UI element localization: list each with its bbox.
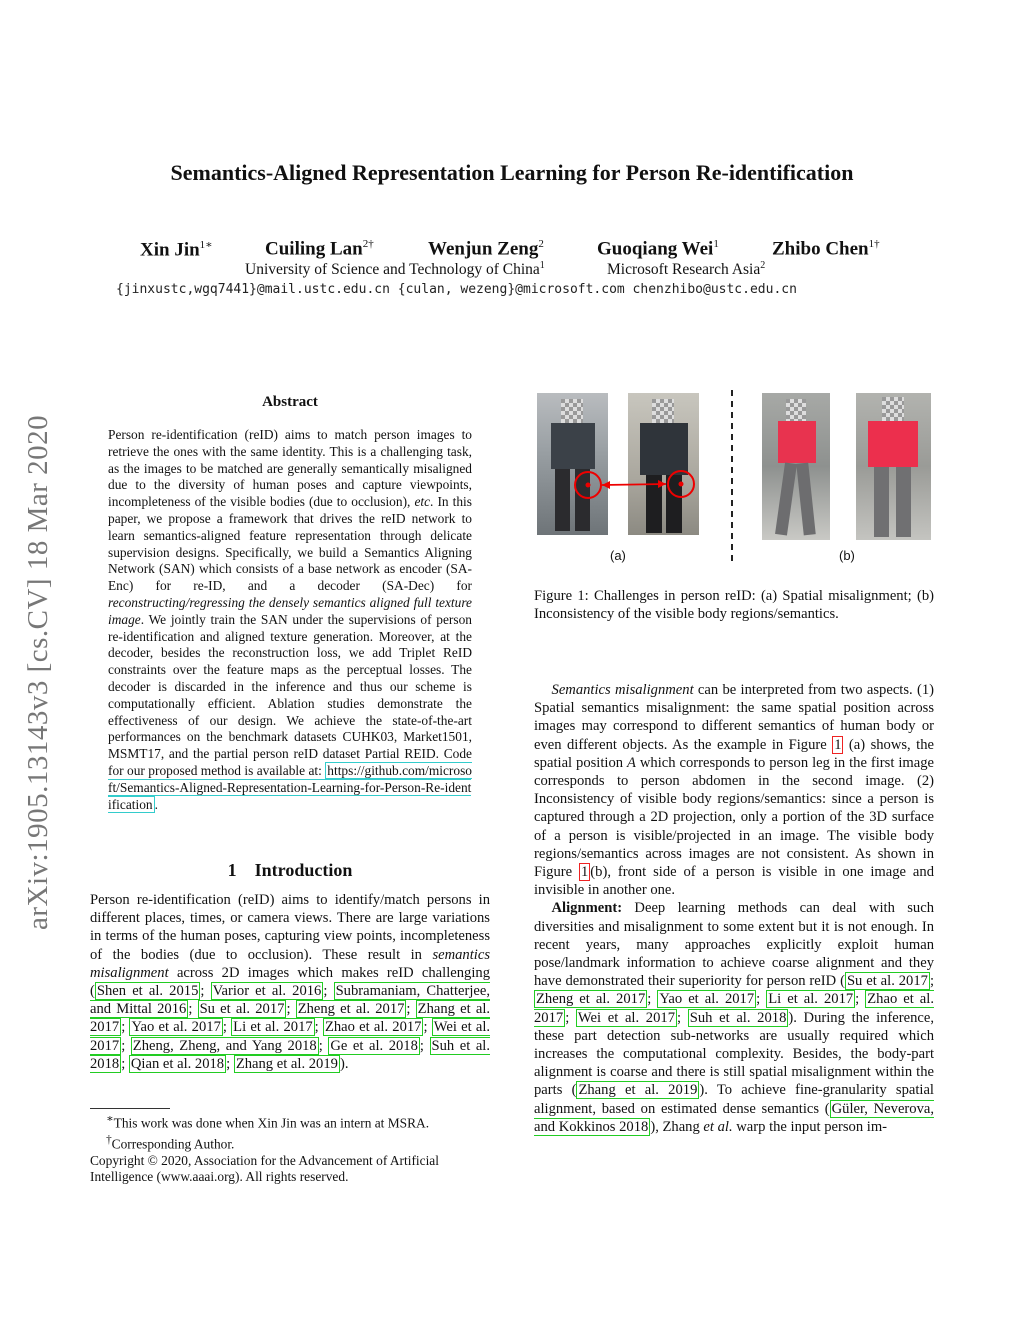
citation[interactable]: Varior et al. 2016 xyxy=(212,983,322,1000)
citation[interactable]: Ge et al. 2018 xyxy=(330,1037,418,1054)
citation[interactable]: Zheng, Zheng, and Yang 2018 xyxy=(132,1037,317,1054)
figure-1 xyxy=(534,390,934,570)
citation[interactable]: Güler, Neverova, and Kokkinos 2018 xyxy=(534,1100,935,1135)
copyright-notice: Copyright © 2020, Association for the Advancement of Artificial Intelligence (www.aaai.org). All rights reserved. xyxy=(90,1152,439,1185)
arxiv-sidebar-id: arXiv:1905.13143v3 [cs.CV] 18 Mar 2020 xyxy=(22,414,54,930)
citation[interactable]: Zhang et al. 2019 xyxy=(235,1055,338,1072)
citation[interactable]: Zhao et al. 2017 xyxy=(534,991,934,1026)
citation[interactable]: Zhang et al. 2017 xyxy=(90,1001,491,1036)
abstract-heading: Abstract xyxy=(262,394,318,410)
figure-label-a: (a) xyxy=(610,548,626,563)
citation[interactable]: Suh et al. 2018 xyxy=(689,1009,787,1026)
citation[interactable]: Zheng et al. 2017 xyxy=(536,991,646,1008)
citation[interactable]: Qian et al. 2018 xyxy=(130,1055,225,1072)
footnotes: ∗This work was done when Xin Jin was an intern at MSRA. †Corresponding Author. Copyright © 2020, Association for the Advancement of Artificial Intelligence (www.aaai.org). All rights reserved. xyxy=(90,1111,490,1186)
citation[interactable]: Su et al. 2017 xyxy=(846,973,928,990)
citation[interactable]: Zhang et al. 2019 xyxy=(578,1082,698,1099)
author-4: Guoqiang Wei$^1$ xyxy=(597,238,719,260)
section-heading-introduction: 1 Introduction xyxy=(227,860,353,880)
figure-label-b: (b) xyxy=(839,548,855,563)
citation[interactable]: Zheng et al. 2017 xyxy=(297,1001,405,1018)
right-column-body xyxy=(534,681,934,1136)
citation[interactable]: Subramaniam, Chatterjee, and Mittal 2016 xyxy=(90,983,491,1018)
figure-1-caption: Figure 1: Challenges in person reID: (a) Spatial misalignment; (b) Inconsistency of the visible body regions/semantics. xyxy=(534,588,934,623)
person-image-b2 xyxy=(856,393,931,540)
citation[interactable]: Zhao et al. 2017 xyxy=(324,1019,422,1036)
alignment-paragraph: Alignment: Deep learning methods can deal with such diversities and misalignment to some extent but it is not enough. In recent years, many approaches explicitly exploit human pose/landmark information to achieve coarse alignment and they have demonstrated their superiority for person reID ( Su et al. 2017 ; Zheng et al. 2017 ; Yao et al. 2017 ; Li et al. 2017 ; Zhao et al. 2017 ; Wei et al. 2017 ; Suh et al. 2018 ). During the inference, these part detection sub-networks are usually required which increases the computational complexity. Besides, the body-part alignment is coarse and there is still spatial misalignment within the parts ( Zhang et al. 2019 ). To achieve fine-granularity spatial alignment, based on estimated dense semantics ( Güler, Neverova, and Kokkinos 2018 ), Zhang et al. warp the input person im- xyxy=(534,900,935,1135)
citation[interactable]: Shen et al. 2015 xyxy=(96,983,199,1000)
citation[interactable]: Wei et al. 2017 xyxy=(90,1019,491,1054)
citation[interactable]: Suh et al. 2018 xyxy=(90,1037,491,1072)
citation[interactable]: Li et al. 2017 xyxy=(768,991,854,1008)
author-1: Xin Jin$^{1∗}$ xyxy=(140,239,213,261)
paper-title: Semantics-Aligned Representation Learning for Person Re-identification xyxy=(170,160,854,185)
author-2: Cuiling Lan$^{2\dagger}$ xyxy=(265,238,374,260)
footnote-rule xyxy=(90,1108,170,1109)
affiliation-2: Microsoft Research Asia$^2$ xyxy=(607,260,766,279)
affiliation-1: University of Science and Technology of China$^1$ xyxy=(245,260,545,279)
figure-reference[interactable]: 1 xyxy=(581,864,589,881)
citation[interactable]: Wei et al. 2017 xyxy=(577,1009,675,1026)
citation[interactable]: Yao et al. 2017 xyxy=(131,1019,221,1036)
citation[interactable]: Li et al. 2017 xyxy=(233,1019,313,1036)
semantics-misalignment-paragraph: Semantics misalignment can be interpreted from two aspects. (1) Spatial semantics misalignment: the same spatial position across images may correspond to different semantics of human body or even different objects. As the example in Figure 1 (a) shows, the spatial position A which corresponds to person leg in the first image corresponds to person abdomen in the second image. (2) Inconsistency of visible body regions/semantics: since a person is captured through a 2D projection, only a portion of the 3D surface of a person is visible/projected in an image. The visible body regions/semantics across images are not consistent. As shown in Figure 1 (b), front side of a person is visible in one image and invisible in another one. xyxy=(534,682,934,899)
author-3: Wenjun Zeng$^2$ xyxy=(428,238,544,260)
person-image-b1 xyxy=(762,393,830,540)
abstract-body: Person re-identification (reID) aims to match person images to retrieve the ones with the same identity. This is a challenging task, as the images to be matched are generally semantically misaligned due to the diversity of human poses and capture viewpoints, incompleteness of the visible bodies (due to occlusion), etc. In this paper, we propose a framework that drives the reID network to learn semantics-aligned feature representation through delicate supervision designs. Specifically, we build a Semantics Aligning Network (SAN) which consists of a base network as encoder (SA-Enc) for re-ID, and a decoder (SA-Dec) for reconstructing/regressing the densely semantics aligned full texture image. We jointly train the SAN under the supervisions of person re-identification and aligned texture generation. Moreover, at the decoder, besides the reconstruction loss, we add Triplet ReID constraints over the feature maps as the perceptual losses. The decoder is discarded in the inference and thus our scheme is computationally efficient. Ablation studies demonstrate the effectiveness of our design. We achieve the state-of-the-art performances on the benchmark datasets CUHK03, Market1501, MSMT17, and the partial person reID dataset Partial REID. Code for our proposed method is available at: https://github.com/microsoft/Semantics-Aligned-Representation-Learning-for-Person-Re-identification . xyxy=(108,427,472,812)
figure-reference[interactable]: 1 xyxy=(834,736,842,753)
author-5: Zhibo Chen$^{1\dagger}$ xyxy=(772,238,880,260)
citation[interactable]: Su et al. 2017 xyxy=(199,1001,285,1018)
citation[interactable]: Yao et al. 2017 xyxy=(659,991,755,1008)
author-emails: {jinxustc,wgq7441}@mail.ustc.edu.cn {culan, wezeng}@microsoft.com chenzhibo@ustc.edu.cn xyxy=(116,282,797,297)
introduction-paragraph: Person re-identification (reID) aims to identify/match persons in different places, times, or camera views. There are large variations in terms of the human poses, capturing view points, incompleteness of the bodies (due to occlusion). These result in semantics misalignment across 2D images which makes reID challenging ( Shen et al. 2015 ; Varior et al. 2016 ; Subramaniam, Chatterjee, and Mittal 2016 ; Su et al. 2017 ; Zheng et al. 2017 ; Zhang et al. 2017 ; Yao et al. 2017 ; Li et al. 2017 ; Zhao et al. 2017 ; Wei et al. 2017 ; Zheng, Zheng, and Yang 2018 ; Ge et al. 2018 ; Suh et al. 2018 ; Qian et al. 2018 ; Zhang et al. 2019 ). xyxy=(90,892,491,1072)
code-repository-link[interactable]: https://github.com/microsoft/Semantics-Aligned-Representation-Learning-for-Person-Re-identification xyxy=(108,762,472,812)
